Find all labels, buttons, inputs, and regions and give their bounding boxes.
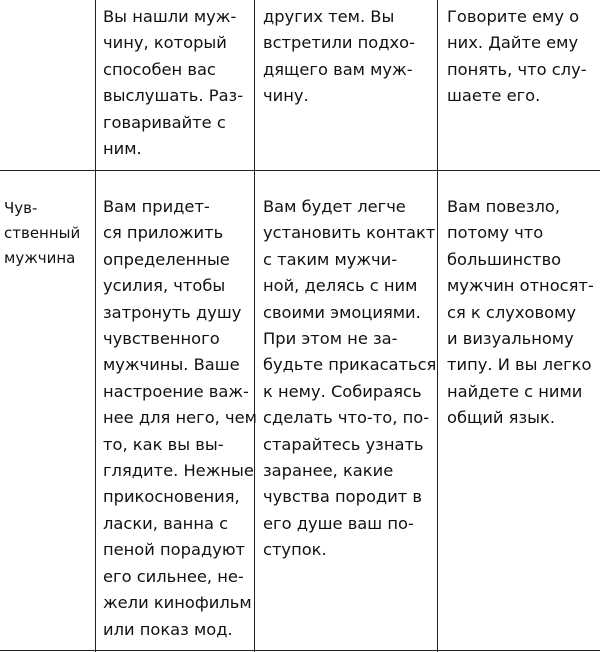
cell-line: чувственного: [103, 329, 220, 349]
cell-line: и визуальному: [447, 329, 574, 349]
cell-line: с таким мужчи-: [263, 249, 398, 269]
cell-line: понять, что слу-: [447, 59, 587, 79]
cell-line: выслушать. Раз-: [103, 86, 244, 106]
cell-line: ним.: [103, 139, 142, 159]
cell-line: Вы нашли муж-: [103, 7, 237, 26]
cell-line: затронуть душу: [103, 302, 242, 322]
cell-line: чину.: [263, 86, 309, 106]
cell-line: сделать что-то, по-: [263, 408, 430, 428]
cell-line: жели кинофильм: [103, 593, 252, 613]
cell-line: прикосновения,: [103, 487, 240, 507]
cell-line: ступок.: [263, 540, 327, 560]
cell-line: встретили подхо-: [263, 33, 415, 53]
table-cell: [263, 194, 436, 564]
cell-line: дящего вам муж-: [263, 59, 413, 79]
row-label-line: мужчина: [4, 249, 76, 267]
cell-line: то, как вы вы-: [103, 434, 224, 454]
cell-line: Вам будет легче: [263, 197, 406, 216]
cell-line: пеной порадуют: [103, 540, 246, 560]
table-cell: [447, 194, 594, 432]
cell-line: ся приложить: [103, 223, 224, 243]
row-divider: [0, 650, 600, 651]
cell-line: установить контакт: [263, 223, 436, 243]
cell-line: чувства породит в: [263, 487, 423, 507]
cell-line: определенные: [103, 249, 230, 269]
cell-line: ной, делясь с ним: [263, 276, 418, 296]
cell-line: шаете его.: [447, 86, 541, 106]
cell-line: потому что: [447, 223, 544, 243]
row-divider: [0, 170, 600, 171]
cell-line: будьте прикасаться: [263, 355, 437, 375]
table-cell: [103, 4, 243, 162]
cell-line: нее для него, чем: [103, 408, 257, 428]
table-cell: [263, 4, 415, 110]
cell-line: них. Дайте ему: [447, 33, 579, 53]
cell-line: к нему. Собираясь: [263, 381, 422, 401]
cell-line: найдете с ними: [447, 381, 583, 401]
cell-line: других тем. Вы: [263, 7, 395, 26]
cell-line: его сильнее, не-: [103, 566, 244, 586]
cell-line: ся к слуховому: [447, 302, 576, 322]
cell-line: Вам повезло,: [447, 197, 561, 216]
row-label-line: ственный: [4, 224, 81, 242]
cell-line: усилия, чтобы: [103, 276, 226, 296]
cell-line: его душе ваш по-: [263, 513, 414, 533]
cell-line: мужчины. Ваше: [103, 355, 240, 375]
cell-line: При этом не за-: [263, 329, 398, 349]
cell-line: глядите. Нежные: [103, 461, 254, 481]
cell-line: большинство: [447, 249, 562, 269]
cell-line: способен вас: [103, 59, 216, 79]
cell-line: или показ мод.: [103, 619, 233, 639]
cell-line: чину, который: [103, 33, 227, 53]
cell-line: мужчин относят-: [447, 276, 594, 296]
row-label: [4, 196, 80, 271]
cell-line: Говорите ему о: [447, 7, 580, 26]
cell-line: ласки, ванна с: [103, 513, 229, 533]
row-label-line: Чув-: [4, 199, 38, 217]
cell-line: настроение важ-: [103, 381, 249, 401]
column-divider: [95, 0, 96, 652]
cell-line: своими эмоциями.: [263, 302, 421, 322]
cell-line: говаривайте с: [103, 112, 226, 132]
cell-line: типу. И вы легко: [447, 355, 592, 375]
cell-line: Вам придет-: [103, 197, 210, 216]
column-divider: [437, 0, 438, 652]
cell-line: заранее, какие: [263, 461, 394, 481]
cell-line: старайтесь узнать: [263, 434, 424, 454]
table-cell: [103, 194, 257, 643]
cell-line: общий язык.: [447, 408, 555, 428]
table-cell: [447, 4, 587, 110]
